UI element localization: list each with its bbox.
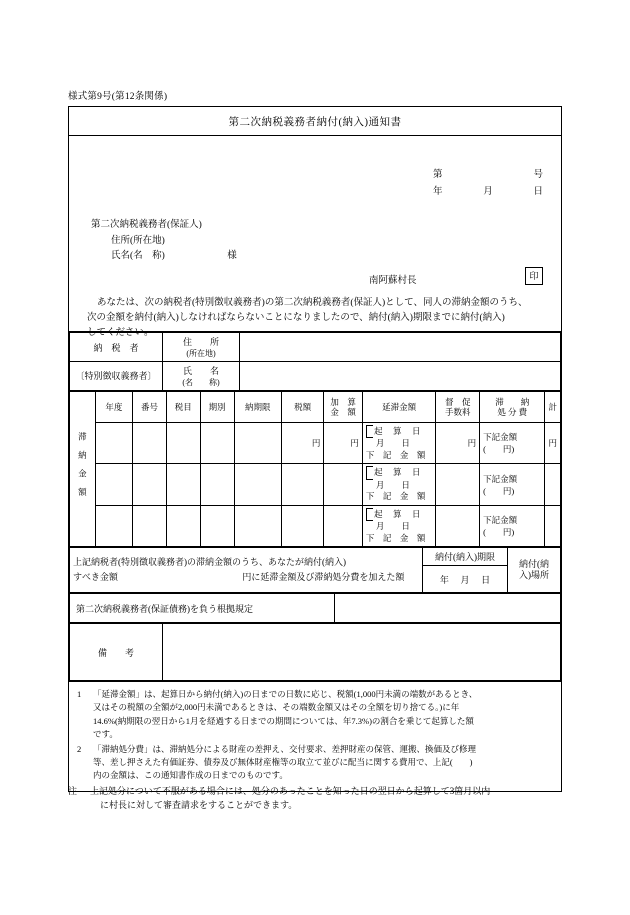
note-2-line-1: 「滞納処分費」は、滞納処分による財産の差押え、交付要求、差押財産の保管、運搬、換価及び修理	[93, 743, 477, 754]
delinquent-side-label: 滞納金額	[70, 392, 96, 547]
footnote-line-1: 上記処分について不服がある場合には、処分のあったことを知った日の翌日から起算して3箇月以内	[90, 786, 491, 796]
col-header-duedate: 納期限	[234, 392, 281, 423]
cell-demandfee-2[interactable]	[436, 464, 480, 505]
cell-addition-3[interactable]	[324, 505, 362, 546]
date-month-label: 月	[483, 187, 493, 197]
cell-delaycharge-2[interactable]: 起 算 日 月 日 下 記 金 額	[362, 464, 436, 505]
table-row	[70, 362, 561, 391]
col-header-term: 期別	[200, 392, 234, 423]
table-row	[70, 423, 561, 464]
cell-term-3[interactable]	[200, 505, 234, 546]
note-2-line-2: 等、差し押さえた有価証券、債券及び無体財産権等の取立て並びに配当に関する費用で、上記( )	[93, 757, 473, 768]
header-block	[69, 136, 561, 339]
col-header-number: 番号	[133, 392, 167, 423]
table-row	[70, 594, 561, 623]
body-line-1: あなたは、次の納税者(特別徴収義務者)の第二次納税義務者(保証人)として、同人の滞納金額のうち、	[97, 298, 528, 308]
footnote-line-2: に村長に対して審査請求をすることができます。	[100, 800, 298, 811]
summary-line-1: 上記納税者(特別徴収義務者)の滞納金額のうち、あなたが納付(納入)	[73, 556, 346, 567]
cell-number-2[interactable]	[133, 464, 167, 505]
form-number: 様式第9号(第12条関係)	[68, 92, 168, 102]
special-collector-label: 〔特別徴収義務者〕	[70, 362, 163, 391]
name-label-sub: (名 称)	[182, 378, 220, 387]
address-label-main: 住 所	[182, 337, 219, 347]
addressee-block	[91, 218, 237, 265]
table-row	[70, 624, 561, 681]
note-number-2: 2	[77, 743, 82, 754]
addressee-name-row	[91, 249, 237, 265]
deadline-day: 日	[481, 574, 491, 585]
basis-input[interactable]	[335, 594, 561, 623]
cell-number-1[interactable]	[133, 423, 167, 464]
taxpayer-name-input[interactable]	[240, 362, 561, 391]
table-row	[70, 505, 561, 546]
body-text	[87, 296, 545, 342]
payment-place-header: 納付(納 入)場所	[508, 548, 561, 593]
cell-duedate-2[interactable]	[234, 464, 281, 505]
addressee-name-label: 氏名(名 称)	[111, 251, 165, 262]
list-item	[77, 688, 553, 741]
cell-taxamount-1[interactable]: 円	[282, 423, 324, 464]
col-header-total: 計	[545, 392, 561, 423]
seal-icon: 印	[525, 267, 543, 285]
cell-disposalcost-2[interactable]: 下記金額 ( 円)	[480, 464, 545, 505]
notice-date-line	[433, 183, 543, 197]
cell-taxitem-2[interactable]	[166, 464, 200, 505]
notice-form	[68, 106, 562, 792]
cell-total-1[interactable]: 円	[545, 423, 561, 464]
list-item	[77, 743, 553, 783]
taxpayer-label: 納 税 者	[70, 333, 163, 362]
date-year-label: 年	[433, 187, 443, 197]
deadline-input[interactable]	[423, 566, 508, 593]
body-line-3: してください。	[87, 328, 154, 339]
cell-delaycharge-1[interactable]: 起 算 日 月 日 下 記 金 額	[362, 423, 436, 464]
cell-addition-2[interactable]	[324, 464, 362, 505]
col-header-year: 年度	[95, 392, 132, 423]
page-title: 第二次納税義務者納付(納入)通知書	[69, 107, 561, 136]
cell-disposalcost-1[interactable]: 下記金額 ( 円)	[480, 423, 545, 464]
number-label-go: 号	[533, 170, 543, 180]
cell-total-3[interactable]	[545, 505, 561, 546]
col-header-taxitem: 税目	[166, 392, 200, 423]
issuer-name: 南阿蘇村長	[369, 276, 417, 286]
summary-statement	[70, 548, 423, 593]
cell-taxamount-3[interactable]	[282, 505, 324, 546]
cell-taxitem-3[interactable]	[166, 505, 200, 546]
col-header-taxamount: 税額	[282, 392, 324, 423]
cell-year-1[interactable]	[95, 423, 132, 464]
taxpayer-name-label	[163, 362, 240, 391]
cell-total-2[interactable]	[545, 464, 561, 505]
summary-table	[69, 547, 561, 593]
remarks-label: 備 考	[70, 624, 163, 681]
col-header-addition: 加 算 金 額	[324, 392, 362, 423]
delinquent-amount-table	[69, 391, 561, 547]
cell-term-1[interactable]	[200, 423, 234, 464]
remarks-input[interactable]	[163, 624, 561, 681]
note-1-line-1: 「延滞金額」は、起算日から納付(納入)の日までの日数に応じ、税額(1,000円未満の端数があるとき、	[93, 689, 478, 700]
footnote	[68, 784, 568, 813]
table-header-row	[70, 392, 561, 423]
addressee-address-label: 住所(所在地)	[111, 235, 165, 246]
cell-taxamount-2[interactable]	[282, 464, 324, 505]
deadline-year: 年	[439, 574, 449, 585]
cell-disposalcost-3[interactable]: 下記金額 ( 円)	[480, 505, 545, 546]
cell-addition-1[interactable]: 円	[324, 423, 362, 464]
cell-taxitem-1[interactable]	[166, 423, 200, 464]
cell-year-3[interactable]	[95, 505, 132, 546]
address-label-sub: (所在地)	[186, 349, 216, 358]
cell-demandfee-1[interactable]: 円	[436, 423, 480, 464]
cell-demandfee-3[interactable]	[436, 505, 480, 546]
number-label-dai: 第	[433, 170, 443, 180]
table-row	[70, 548, 561, 566]
body-line-2: 次の金額を納付(納入)しなければならないことになりましたので、納付(納入)期限までに納付(納入)	[87, 313, 505, 324]
note-1-line-2: 又はその税額の全額が2,000円未満であるときは、その端数金額又はその全額を切り捨てる。)に年	[93, 702, 460, 713]
note-1-line-4: です。	[93, 728, 118, 739]
table-row	[70, 464, 561, 505]
cell-delaycharge-3[interactable]: 起 算 日 月 日 下 記 金 額	[362, 505, 436, 546]
addressee-honorific: 様	[227, 251, 237, 262]
cell-number-3[interactable]	[133, 505, 167, 546]
date-day-label: 日	[533, 187, 543, 197]
basis-table	[69, 593, 561, 623]
deadline-header: 納付(納入)期限	[423, 548, 508, 566]
cell-term-2[interactable]	[200, 464, 234, 505]
cell-duedate-1[interactable]	[234, 423, 281, 464]
note-2-line-3: 内の金額は、この通知書作成の日までのものです。	[93, 770, 288, 781]
addressee-title: 第二次納税義務者(保証人)	[91, 220, 202, 230]
cell-year-2[interactable]	[95, 464, 132, 505]
footnote-marker: 注	[68, 786, 78, 796]
name-label-main: 氏 名	[182, 366, 219, 376]
summary-line-2: すべき金額 円に延滞金額及び滞納処分費を加えた額	[73, 572, 405, 583]
note-number-1: 1	[77, 689, 82, 700]
col-header-delaycharge: 延滞金額	[362, 392, 436, 423]
notes-block	[69, 681, 561, 791]
col-header-demandfee: 督 促 手数料	[436, 392, 480, 423]
notice-number-line	[433, 166, 543, 180]
remarks-table	[69, 623, 561, 681]
cell-duedate-3[interactable]	[234, 505, 281, 546]
deadline-month: 月	[460, 574, 470, 585]
basis-label: 第二次納税義務者(保証債務)を負う根拠規定	[70, 594, 335, 623]
col-header-disposalcost: 滞 納 処 分 費	[480, 392, 545, 423]
note-1-line-3: 14.6%(納期限の翌日から1月を経過する日までの期間については、年7.3%)の割合を乗じて起算した額	[93, 715, 474, 726]
